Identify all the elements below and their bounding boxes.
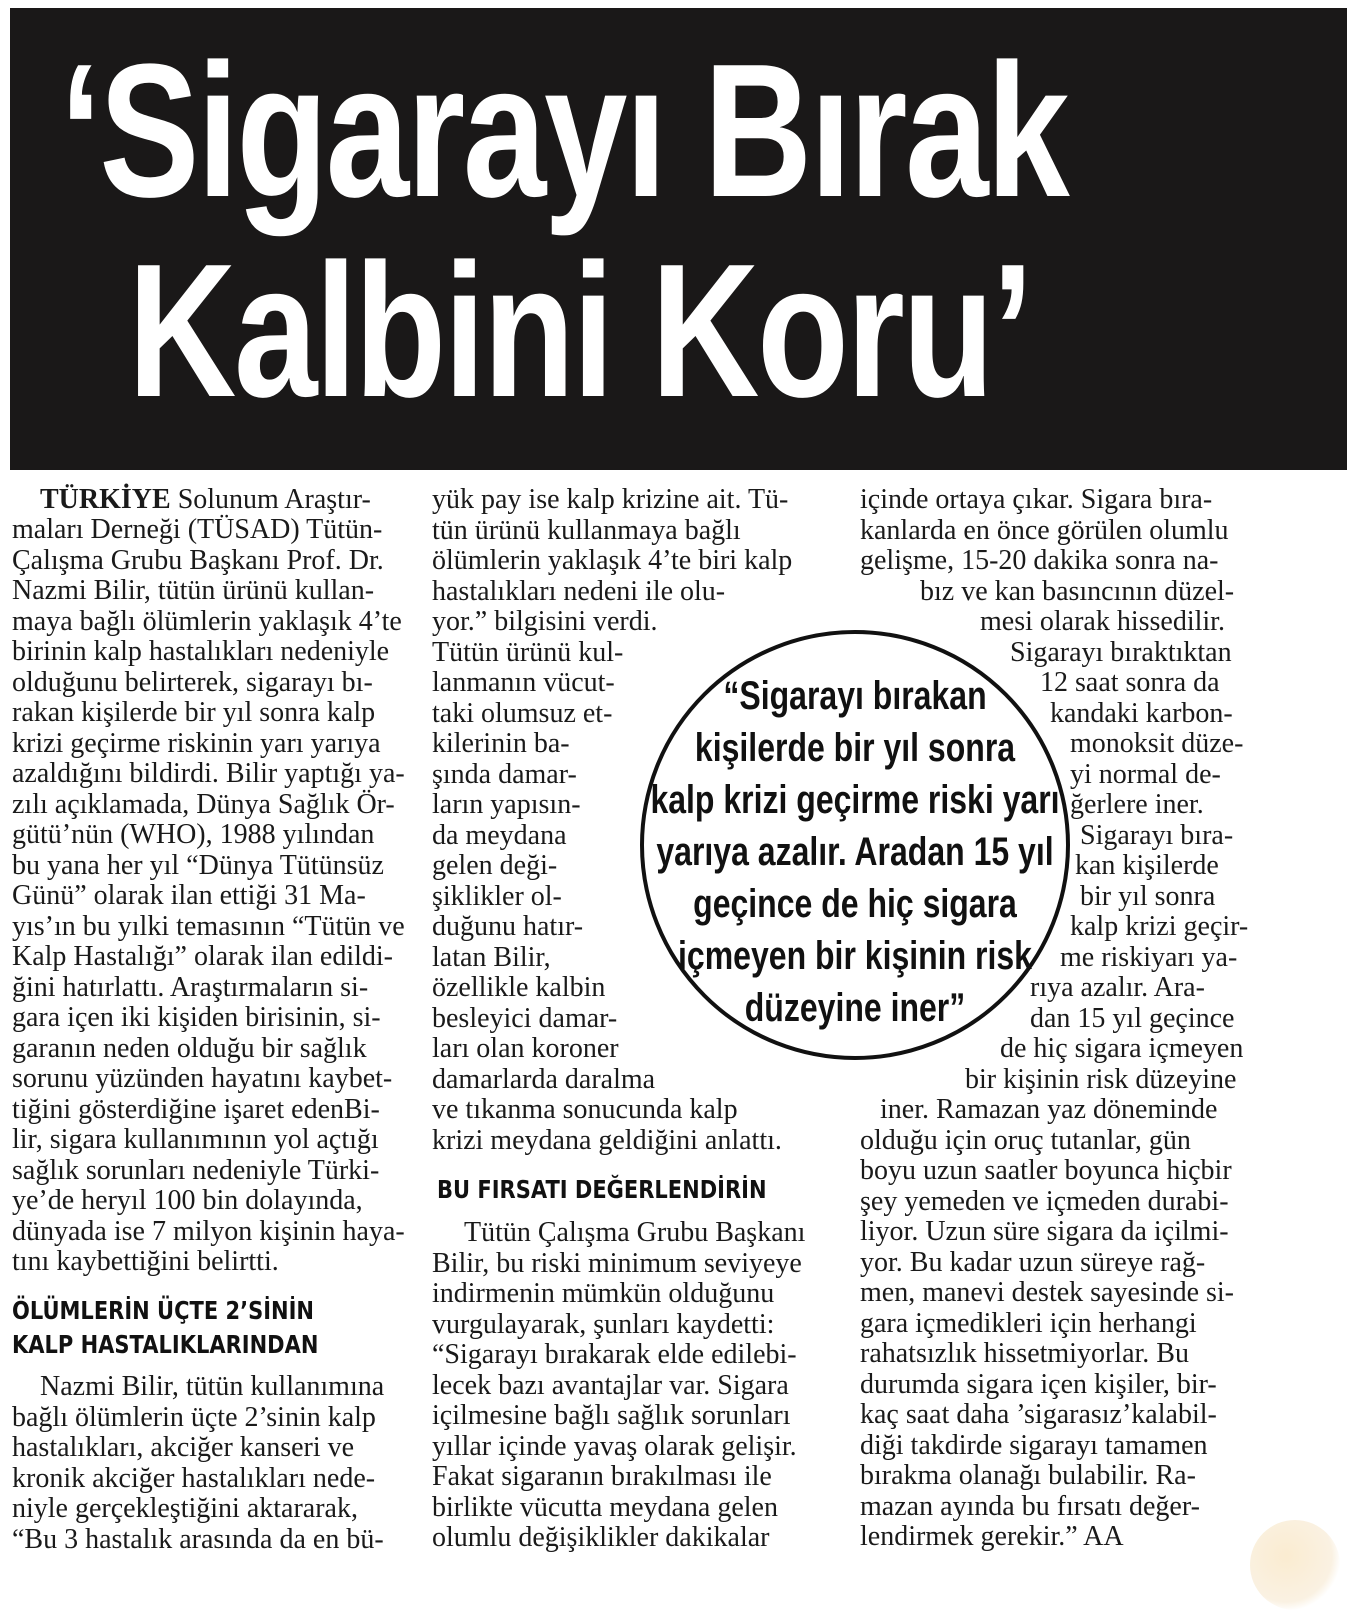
column-1-line: Günü” olarak ilan ettiği 31 Ma- <box>12 880 366 911</box>
column-1-line: rakan kişilerde bir yıl sonra kalp <box>12 697 376 728</box>
pull-quote-line: düzeyine iner” <box>744 986 966 1030</box>
pull-quote-line: kalp krizi geçirme riski yarı <box>650 778 1060 822</box>
column-3-line: rıya azalır. Ara- <box>1030 972 1205 1003</box>
column-2-line: lanmanın vücut- <box>432 667 615 698</box>
column-3-line: gara içmedikleri için herhangi <box>860 1307 1197 1339</box>
pull-quote-circle <box>640 630 1070 1060</box>
headline-banner <box>10 8 1347 470</box>
pull-quote-line: kişilerde bir yıl sonra <box>694 726 1016 770</box>
column-1-line: sağlık sorunları nedeniyle Türki- <box>12 1154 380 1186</box>
column-3-line: yor. Bu kadar uzun süreye rağ- <box>860 1246 1206 1278</box>
column-1-line: yıs’ın bu yılki temasının “Tütün ve <box>12 910 405 942</box>
column-2-line: taki olumsuz et- <box>432 697 613 729</box>
column-3-line: rahatsızlık hissetmiyorlar. Bu <box>860 1338 1189 1369</box>
column-3-line: içinde ortaya çıkar. Sigara bıra- <box>860 484 1213 515</box>
column-1-line: garanın neden olduğu bir sağlık <box>12 1032 367 1064</box>
column-3-line: boyu uzun saatler boyunca hiçbir <box>860 1155 1232 1186</box>
column-2-line: vurgulayarak, şunları kaydetti: <box>432 1308 775 1340</box>
column-1-line: sorunu yüzünden hayatını kaybet- <box>12 1063 393 1094</box>
column-2-line: ların yapısın- <box>432 789 581 820</box>
column-1-line: Nazmi Bilir, tütün kullanımına <box>40 1371 385 1402</box>
column-1-line: ye’de heryıl 100 bin dolayında, <box>12 1185 363 1216</box>
column-2-line: yük pay ise kalp krizine ait. Tü- <box>432 484 789 515</box>
column-3-line: kanlarda en önce görülen olumlu <box>860 514 1229 546</box>
column-3-line: men, manevi destek sayesinde si- <box>860 1277 1235 1308</box>
column-1-line: Nazmi Bilir, tütün ürünü kullan- <box>12 575 375 606</box>
pull-quote-line: yarıya azalır. Aradan 15 yıl <box>656 830 1054 874</box>
pull-quote-line: geçince de hiç sigara <box>693 882 1017 926</box>
column-2-line: damarlarda daralma <box>432 1063 656 1095</box>
column-3-line: Sigarayı bıraktıktan <box>1010 636 1232 668</box>
column-1-line: dünyada ise 7 milyon kişinin haya- <box>12 1215 405 1247</box>
column-2-line: lecek bazı avantajlar var. Sigara <box>432 1369 789 1401</box>
column-1-line: Çalışma Grubu Başkanı Prof. Dr. <box>12 544 384 576</box>
headline-line-1: ‘Sigarayı Bırak <box>60 25 1068 237</box>
column-3-line: ğerlere iner. <box>1070 789 1204 820</box>
column-3-line: diği takdirde sigarayı tamamen <box>860 1429 1208 1461</box>
column-2-line: şında damar- <box>432 758 577 790</box>
column-1-line: Kalp Hastalığı” olarak ilan edildi- <box>12 941 393 972</box>
column-2-line: besleyici damar- <box>432 1002 618 1034</box>
column-1-line: niyle gerçekleştiğini aktararak, <box>12 1493 358 1524</box>
column-3-line: bız ve kan basıncının düzel- <box>920 575 1235 607</box>
column-3-line: lendirmek gerekir.” AA <box>860 1521 1124 1552</box>
column-2-line: Fakat sigaranın bırakılması ile <box>432 1461 772 1492</box>
column-1-line: bağlı ölümlerin üçte 2’sinin kalp <box>12 1401 376 1433</box>
pull-quote-line: “Sigarayı bırakan <box>723 674 987 718</box>
pull-quote-line: içmeyen bir kişinin risk <box>678 934 1032 978</box>
column-1-line: olduğunu belirterek, sigarayı bı- <box>12 666 373 698</box>
column-1-line: birinin kalp hastalıkları nedeniyle <box>12 636 390 667</box>
column-3-line: mazan ayında bu fırsatı değer- <box>860 1490 1200 1522</box>
column-3-line: kalp krizi geçir- <box>1070 911 1249 942</box>
column-3-line: bir yıl sonra <box>1080 880 1216 912</box>
column-2-line: şiklikler ol- <box>432 880 562 912</box>
column-3-line: gelişme, 15-20 dakika sonra na- <box>860 545 1219 576</box>
column-3-line: bırakma olanağı bulabilir. Ra- <box>860 1460 1196 1491</box>
watermark-logo <box>1250 1520 1340 1610</box>
column-2-line: Bilir, bu riski minimum seviyeye <box>432 1247 802 1279</box>
first-line-text: Solunum Araştır- <box>177 484 371 515</box>
column-1-line: “Bu 3 hastalık arasında da en bü- <box>12 1523 384 1555</box>
column-2-line: indirmenin mümkün olduğunu <box>432 1278 775 1309</box>
column-1-line: gütü’nün (WHO), 1988 yılından <box>12 819 375 850</box>
column-2-line: ları olan koroner <box>432 1033 619 1064</box>
column-2-line: gelen deği- <box>432 850 558 881</box>
column-2-line: ve tıkanma sonucunda kalp <box>432 1094 738 1125</box>
column-3-line: olduğu için oruç tutanlar, gün <box>860 1124 1191 1156</box>
column-3-line: me riskiyarı ya- <box>1060 941 1238 973</box>
column-1-subhead: KALP HASTALIKLARINDAN <box>12 1330 319 1359</box>
column-1-line: lir, sigara kullanımının yol açtığı <box>12 1124 379 1155</box>
dateline: TÜRKİYE <box>40 484 171 515</box>
column-2-line: latan Bilir, <box>432 941 551 973</box>
column-3-line: şey yemeden ve içmeden durabi- <box>860 1185 1229 1217</box>
column-2-line: ölümlerin yaklaşık 4’te biri kalp <box>432 545 793 576</box>
column-1-line: kronik akciğer hastalıkları nede- <box>12 1462 376 1494</box>
column-2-line: krizi meydana geldiğini anlattı. <box>432 1124 782 1156</box>
column-3-line: kandaki karbon- <box>1050 697 1233 729</box>
column-2-line: yor.” bilgisini verdi. <box>432 606 658 637</box>
column-3-line: bir kişinin risk düzeyine <box>965 1063 1237 1095</box>
column-1-line: tiğini gösterdiğine işaret edenBi- <box>12 1093 380 1125</box>
column-3-line: durumda sigara içen kişiler, bir- <box>860 1368 1217 1400</box>
column-2-line: yıllar içinde yavaş olarak gelişir. <box>432 1430 797 1462</box>
column-3-line: kan kişilerde <box>1075 850 1219 881</box>
column-1-line: ğini hatırlattı. Araştırmaların si- <box>12 971 369 1003</box>
column-3-line: Sigarayı bıra- <box>1080 819 1234 851</box>
column-1-line: zılı açıklamada, Dünya Sağlık Ör- <box>12 788 395 820</box>
column-1-line: hastalıkları, akciğer kanseri ve <box>12 1432 355 1463</box>
column-1-line: maları Derneği (TÜSAD) Tütün- <box>12 514 383 545</box>
column-2-line: içilmesine bağlı sağlık sorunları <box>432 1400 791 1431</box>
column-1-first-line <box>40 485 371 515</box>
column-1-line: tını kaybettiğini belirtti. <box>12 1246 279 1277</box>
column-3-line: monoksit düze- <box>1070 728 1244 759</box>
column-3-line: mesi olarak hissedilir. <box>980 606 1225 637</box>
column-2-subhead: BU FIRSATI DEĞERLENDİRİN <box>437 1175 767 1204</box>
column-2-line: Tütün Çalışma Grubu Başkanı <box>464 1217 806 1248</box>
column-1-line: azaldığını bildirdi. Bilir yaptığı ya- <box>12 758 405 789</box>
column-3-line: kaç saat daha ’sigarasız’kalabil- <box>860 1399 1217 1430</box>
column-2-line: özellikle kalbin <box>432 972 606 1003</box>
column-1-line: bu yana her yıl “Dünya Tütünsüz <box>12 849 384 881</box>
column-2-line: “Sigarayı bırakarak elde edilebi- <box>432 1339 797 1370</box>
column-2-line: kilerinin ba- <box>432 728 570 759</box>
column-1-line: krizi geçirme riskinin yarı yarıya <box>12 727 381 759</box>
column-2-line: tün ürünü kullanmaya bağlı <box>432 514 741 546</box>
column-3-line: yi normal de- <box>1070 758 1221 790</box>
column-2-line: da meydana <box>432 819 567 851</box>
column-2-line: olumlu değişiklikler dakikalar <box>432 1522 770 1553</box>
column-3-line: liyor. Uzun süre sigara da içilmi- <box>860 1216 1229 1247</box>
column-3-line: 12 saat sonra da <box>1040 667 1220 698</box>
column-3-line: dan 15 yıl geçince <box>1030 1002 1235 1034</box>
column-1-line: gara içen iki kişiden birisinin, si- <box>12 1002 381 1033</box>
column-1-subhead: ÖLÜMLERİN ÜÇTE 2’SİNİN <box>12 1296 314 1325</box>
column-2-line: Tütün ürünü kul- <box>432 636 624 668</box>
column-2-line: hastalıkları nedeni ile olu- <box>432 575 726 607</box>
column-3-line: de hiç sigara içmeyen <box>1000 1033 1244 1064</box>
column-1-line: maya bağlı ölümlerin yaklaşık 4’te <box>12 605 402 637</box>
column-2-line: duğunu hatır- <box>432 911 584 942</box>
headline-line-2: Kalbini Koru’ <box>128 225 1032 437</box>
column-3-line: iner. Ramazan yaz döneminde <box>880 1094 1218 1125</box>
column-2-line: birlikte vücutta meydana gelen <box>432 1491 778 1523</box>
